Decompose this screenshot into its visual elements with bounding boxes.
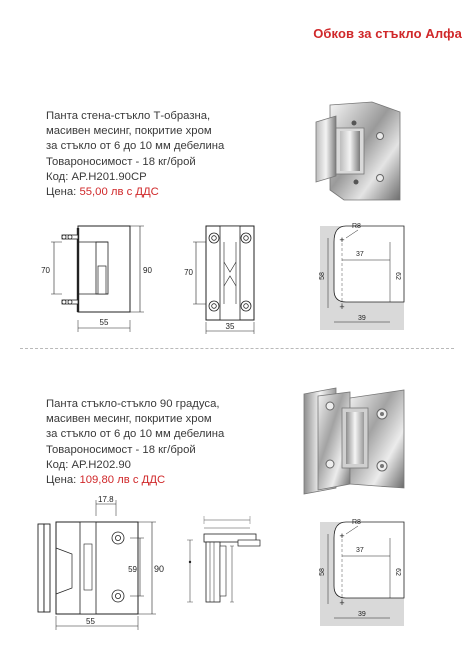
dim-width: 55 xyxy=(86,617,95,626)
dim-height: 58 xyxy=(319,568,326,576)
product-2-drawing-cutout xyxy=(306,508,418,634)
product-1-price-row xyxy=(46,185,306,200)
svg-text:+: + xyxy=(339,531,345,541)
dim-radius: R8 xyxy=(352,519,361,526)
product-1-name-line: Товароносимост - 18 кг/брой xyxy=(46,155,196,168)
dim-total: 90 xyxy=(143,266,152,275)
product-1-name-line: за стъкло от 6 до 10 мм дебелина xyxy=(46,140,225,153)
dim-top: 17.8 xyxy=(98,495,114,504)
product-1-price: 55,00 лв с ДДС xyxy=(79,186,159,199)
dim-inner: 37 xyxy=(356,547,364,554)
product-1-description xyxy=(46,109,306,200)
section-divider xyxy=(20,348,454,349)
dim-width: 55 xyxy=(99,318,109,327)
product-2-price: 109,80 лв с ДДС xyxy=(79,474,166,487)
product-2-name-line: за стъкло от 6 до 10 мм дебелина xyxy=(46,428,225,441)
dim-height: 58 xyxy=(319,272,326,280)
product-1-code: AP.H201.90CP xyxy=(71,170,147,183)
product-2-code-row xyxy=(46,458,306,473)
product-2-price-row xyxy=(46,473,306,488)
dim-inner: 37 xyxy=(356,251,364,258)
product-2-name-line: Панта стъкло-стъкло 90 градуса, xyxy=(46,398,220,410)
dim-radius: R8 xyxy=(352,223,361,230)
product-2-drawing-section xyxy=(180,510,272,626)
svg-text:+: + xyxy=(339,302,345,312)
product-1-drawing-cutout xyxy=(306,212,418,338)
product-1-code-row xyxy=(46,170,306,185)
product-1-drawing-side xyxy=(40,216,160,338)
product-2-photo xyxy=(296,384,412,502)
dim-height: 70 xyxy=(184,268,193,277)
product-2-description xyxy=(46,397,306,488)
product-2-name-line: масивен месинг, покритие хром xyxy=(46,413,212,426)
code-label: Код: xyxy=(46,458,69,471)
product-2-code: AP.H202.90 xyxy=(71,458,131,471)
dim-bottom: 39 xyxy=(358,315,366,322)
svg-text:+: + xyxy=(339,235,345,245)
product-2-name-line: Товароносимост - 18 кг/брой xyxy=(46,443,196,456)
product-1-drawing-front xyxy=(180,216,270,338)
price-label: Цена: xyxy=(46,186,77,199)
product-1-name-line: Панта стена-стъкло Т-образна, xyxy=(46,110,211,122)
dim-right: 62 xyxy=(394,272,401,280)
code-label: Код: xyxy=(46,170,69,183)
page-title: Обков за стъкло Алфа xyxy=(313,26,462,41)
dim-total: 90 xyxy=(154,564,165,574)
dim-width: 35 xyxy=(225,322,235,331)
product-1-photo xyxy=(300,100,410,205)
price-label: Цена: xyxy=(46,474,77,487)
dim-inner: 59 xyxy=(128,565,137,574)
product-1-name-line: масивен месинг, покритие хром xyxy=(46,125,212,138)
dim-right: 62 xyxy=(394,568,401,576)
svg-text:+: + xyxy=(339,598,345,608)
dim-bottom: 39 xyxy=(358,611,366,618)
dim-height: 70 xyxy=(41,266,50,275)
product-2-drawing-side xyxy=(26,494,170,632)
